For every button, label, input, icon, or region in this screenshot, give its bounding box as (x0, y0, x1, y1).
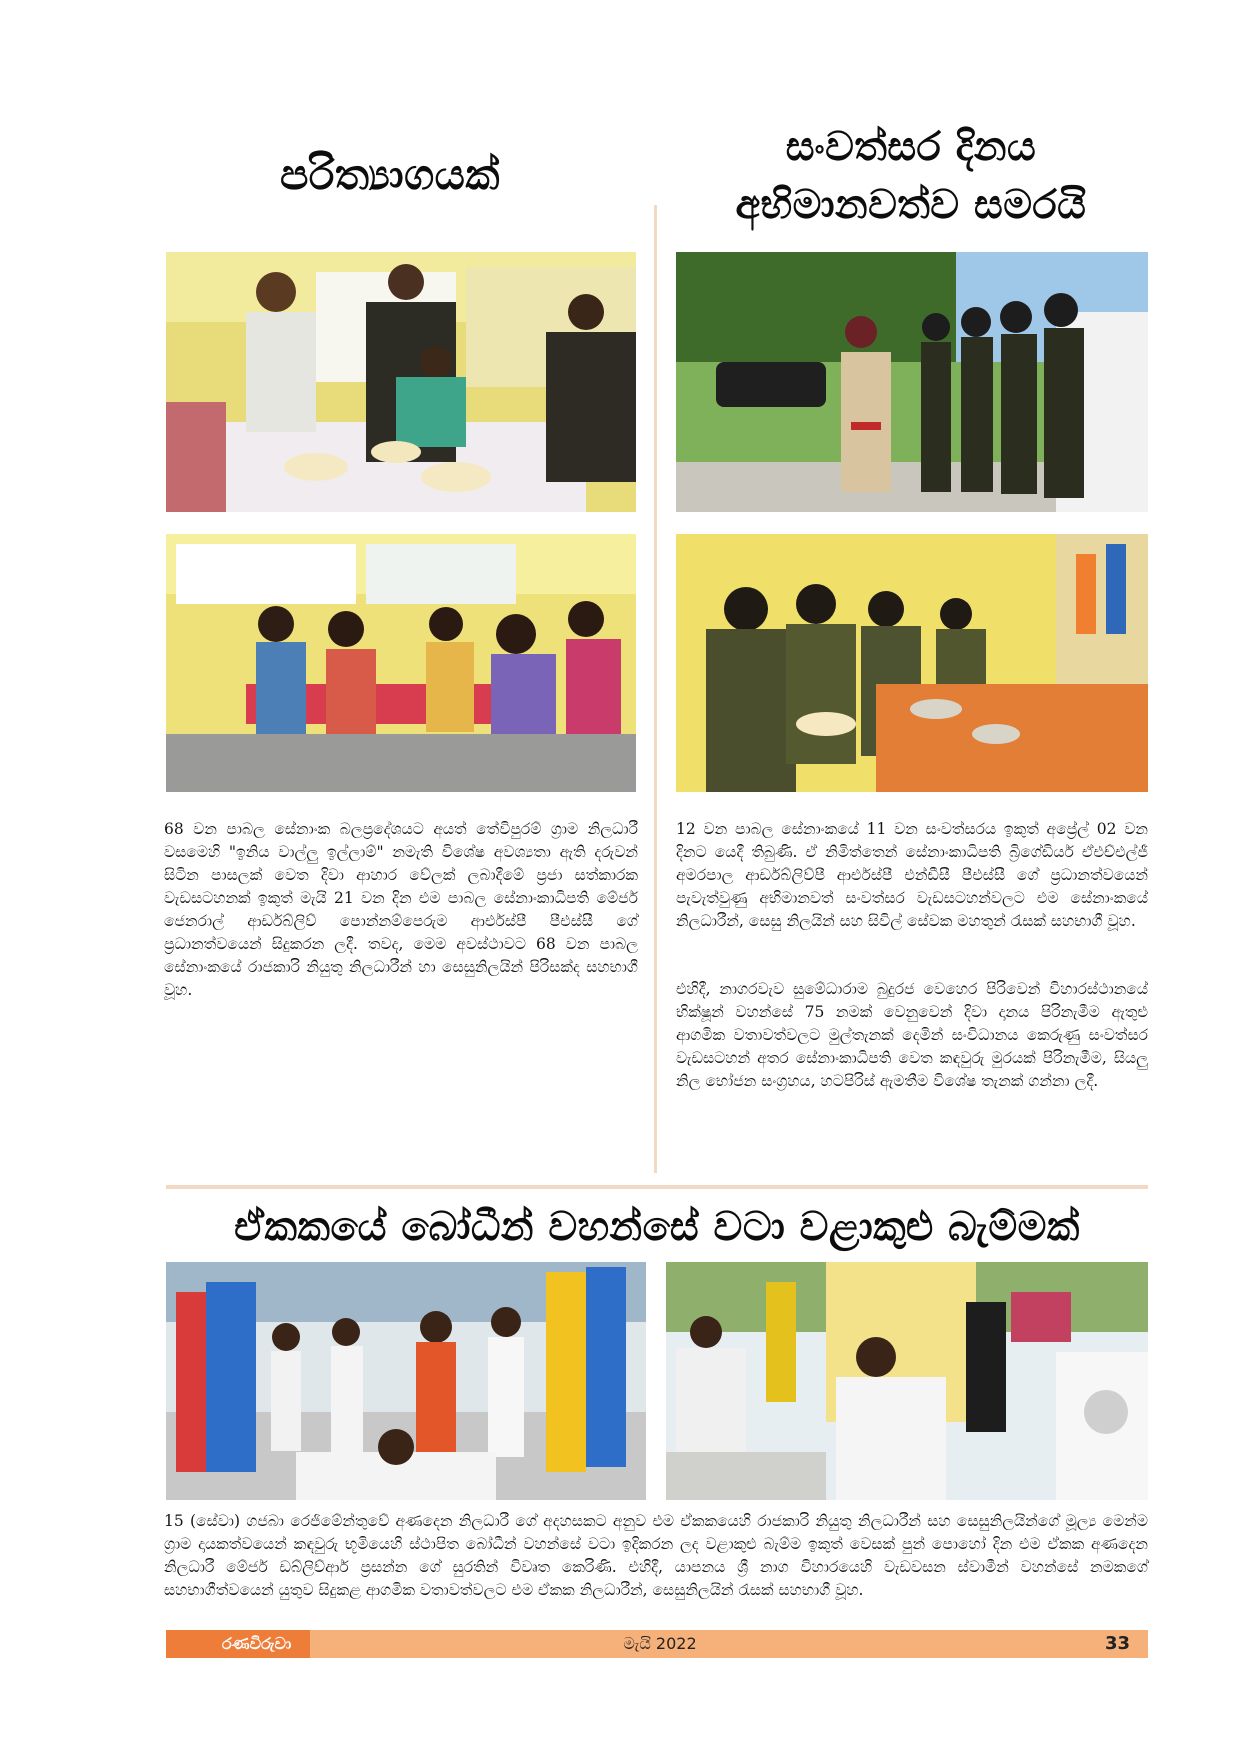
article-1-photo-1 (166, 252, 636, 512)
article-1-photo-2 (166, 534, 636, 792)
article-3-photo-1 (166, 1262, 646, 1500)
article-2-photo-1 (676, 252, 1148, 512)
footer-publication-name: රණවිරුවා (166, 1630, 310, 1658)
article-3-photo-2 (666, 1262, 1148, 1500)
footer-page-number: 33 (1104, 1633, 1130, 1654)
article-2-title-line-2: අභිමානවත්ව සමරයි (735, 182, 1087, 228)
article-1-title: පරිත්‍යාගයක් (280, 150, 500, 199)
article-2-paragraph-2: එහිදී, නාගරවැව සුමේධාරාම බුදුරජ වෙහෙර පිරිවෙන් විහාරස්ථානයේ භික්ෂූන් වහන්සේ 75 නමක් වෙනුවෙන් දිවා දානය පිරිනැමීම ඇතුළු ආගමික වතාවත්වලට මුල්තැනක් දෙමින් සංවිධානය කෙරුණු සංවත්සර වැඩසටහන් අතර සේනාංකාධිපති වෙත කඳවුරු මුරයක් පිරිනැමීම, සියලු නිල භෝජන සංග්‍රහය, හටපිරිස් ඇමතීම විශේෂ තැනක් ගන්නා ලදී. (676, 980, 1148, 1090)
article-2-photo-2 (676, 534, 1148, 792)
article-2-title-line-1: සංවත්සර දිනය (785, 124, 1037, 170)
article-3-title: ඒකකයේ බෝධීන් වහන්සේ වටා වළාකුළු බැම්මක් (234, 1204, 1080, 1250)
article-1-body: 68 වන පාබල සේනාංක බලප්‍රදේශයට අයත් තේවිපුරම් ග්‍රාම නිලධාරී වසමෙහි "ඉනිය වාල්ලු ඉල්ලාම්" නමැති විශේෂ අවශ්‍යතා ඇති දරුවන් සිටින පාසලක් වෙත දිවා ආහාර වේලක් ලබාදීමේ ප්‍රජා සත්කාරක වැඩසටහනක් ඉකුත් මැයි 21 වන දින එම පාබල සේනාංකාධිපති මේජර් ජෙනරාල් ආර්ඩබ්ලිව් පොන්නම්පෙරුම ආර්එස්පී පීඑස්සී ගේ ප්‍රධානත්වයෙන් සිදුකරන ලදී. තවද, මෙම අවස්ථාවට 68 වන පාබල සේනාංකයේ රාජකාරි නියුතු නිලධාරීන් හා සෙසුනිලයින් පිරිසක්ද සහභාගී වූහ. (164, 820, 638, 999)
section-divider (166, 1185, 1148, 1189)
column-divider (654, 205, 657, 1173)
footer-issue-date: මැයි 2022 (623, 1634, 697, 1653)
article-2-paragraph-1: 12 වන පාබල සේනාංකයේ 11 වන සංවත්සරය ඉකුත් අප්‍රේල් 02 වන දිනට යෙදී තිබුණි. ඒ නිමිත්තෙන් සේනාංකාධිපති බ්‍රිගේඩියර් ඒඑච්එල්ජී අමරපාල ආර්ඩබ්ලිව්පී ආර්එස්පී එන්ඩීසී පීඑස්සී ගේ ප්‍රධානත්වයෙන් පැවැත්වුණු අභිමානවත් සංවත්සර වැඩසටහන්වලට එම සේනාංකයේ නිලධාරීන්, සෙසු නිලයින් සහ සිවිල් සේවක මහතුන් රැසක් සහභාගී වූහ. (676, 820, 1148, 930)
article-3-body: 15 (සේවා) ගජබා රෙජිමේන්තුවේ අණදෙන නිලධාරී ගේ අදහසකට අනුව එම ඒකකයෙහි රාජකාරි නියුතු නිලධාරීන් සහ සෙසුනිලයින්ගේ මූල්‍ය මෙන්ම ග්‍රාම දායකත්වයෙන් කඳවුරු භූමියෙහි ස්ථාපිත බෝධීන් වහන්සේ වටා ඉදිකරන ලද වළාකුළු බැම්ම ඉකුත් වෙසක් පුන් පොහෝ දින එම ඒකක අණදෙන නිලධාරී මේජර් ඩබ්ලිව්ආර් ප්‍රසන්න ගේ සුරතින් විවෘත කෙරිණි. එහිදී, යාපනය ශ්‍රී නාග විහාරයෙහි වැඩවසන ස්වාමීන් වහන්සේ නමකගේ සහභාගීත්වයෙන් යුතුව සිදුකළ ආගමික වතාවත්වලට එම ඒකක නිලධාරීන්, සෙසුනිලයින් රැසක් සහභාගී වූහ. (164, 1512, 1148, 1599)
